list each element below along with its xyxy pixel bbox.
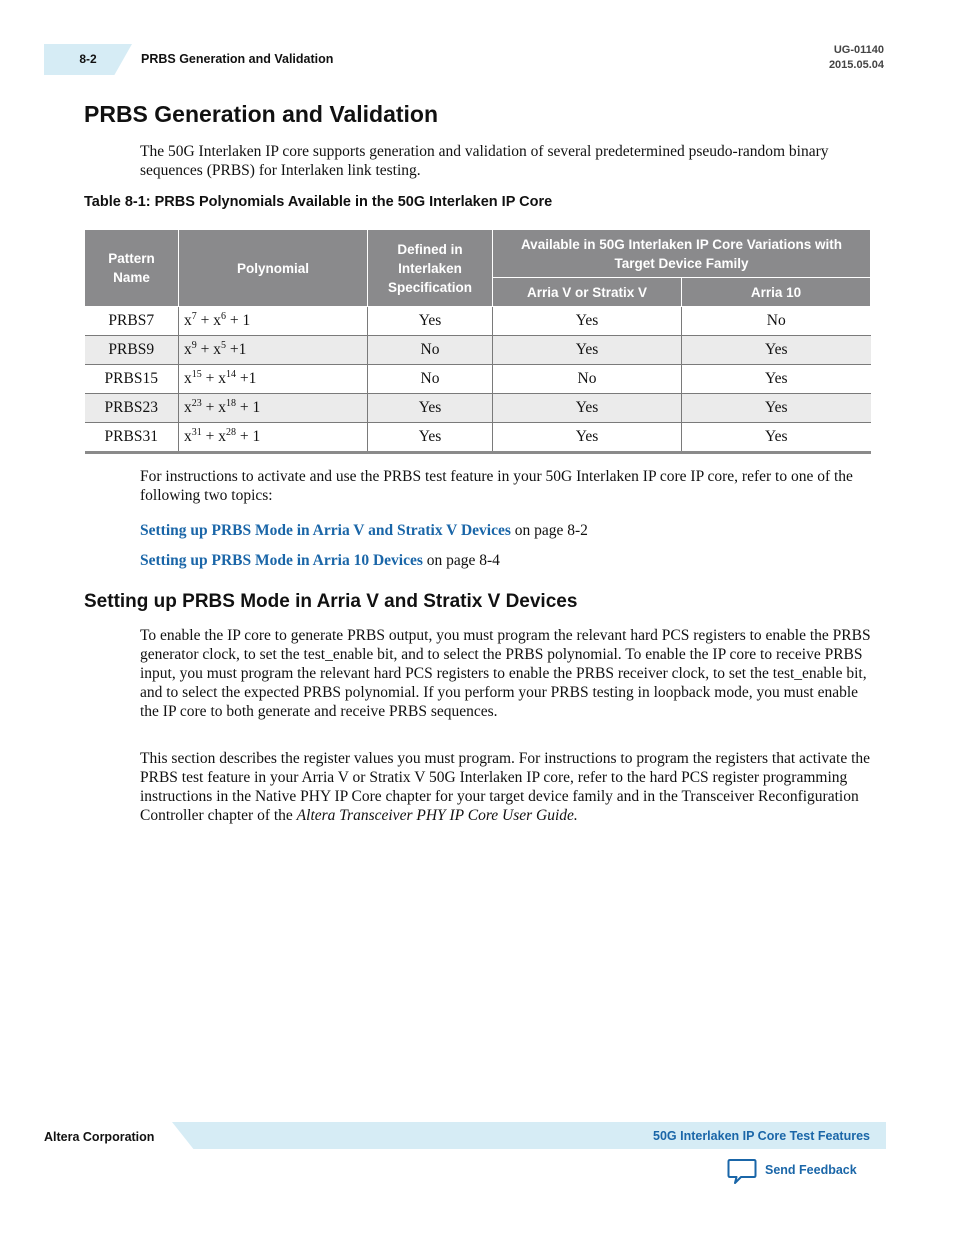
page-reference: on page 8-4	[422, 552, 500, 569]
table-row	[85, 423, 871, 453]
register-values-paragraph	[140, 749, 875, 825]
doc-date: 2015.05.04	[828, 59, 884, 71]
page-title: PRBS Generation and Validation	[84, 101, 439, 127]
exponent: 28	[226, 427, 236, 438]
xref-arria-10	[140, 551, 500, 570]
prbs-table	[84, 229, 871, 454]
header-arria-10: Arria 10	[682, 278, 871, 307]
arria-10-value: Yes	[682, 336, 871, 365]
arria-10-value: Yes	[682, 394, 871, 423]
prbs-enable-paragraph: To enable the IP core to generate PRBS output, you must program the relevant hard PCS registers to enable the PRBS generator clock, to set the test_enable bit, and to select the PRBS polynomial. To enable the IP core to receive PRBS input, you must program the relevant hard PCS registers to enable the PRBS receiver clock, to set the test_enable bit, and to select the expected PRBS polynomial. If you perform your PRBS testing in loopback mode, you must enable the IP core to both generate and receive PRBS sequences.	[140, 627, 871, 720]
pattern-name: PRBS9	[85, 336, 179, 365]
arria-10-value: Yes	[682, 423, 871, 453]
polynomial-tail: + 1	[226, 312, 251, 329]
header-pattern-name: Pattern Name	[85, 230, 179, 307]
link-arria-10[interactable]: Setting up PRBS Mode in Arria 10 Devices	[140, 552, 423, 569]
instructions-paragraph: For instructions to activate and use the PRBS test feature in your 50G Interlaken IP core IP core, refer to one of the following two topics:	[140, 468, 853, 504]
user-guide-title: Altera Transceiver PHY IP Core User Guide.	[296, 807, 578, 824]
polynomial: $x^7 + x^6 + 1$	[179, 307, 368, 336]
pattern-name: PRBS23	[85, 394, 179, 423]
polynomial: $x^{23} + x^{18} + 1$	[179, 394, 368, 423]
polynomial-tail: + 1	[236, 399, 261, 416]
defined-value: No	[368, 336, 493, 365]
page-reference: on page 8-2	[510, 522, 588, 539]
polynomial: $x^9 + x^5 +1$	[179, 336, 368, 365]
pattern-name: PRBS31	[85, 423, 179, 453]
exponent: 23	[191, 398, 202, 409]
polynomial: $x^{15} + x^{14} +1$	[179, 365, 368, 394]
arria-v-value: Yes	[493, 394, 682, 423]
header-defined-in-spec: Defined in Interlaken Specification	[368, 230, 493, 307]
link-arria-v-stratix-v[interactable]: Setting up PRBS Mode in Arria V and Stratix V Devices	[140, 522, 511, 539]
table-caption: Table 8-1: PRBS Polynomials Available in the 50G Interlaken IP Core	[84, 194, 553, 210]
defined-value: Yes	[368, 423, 493, 453]
exponent: 9	[191, 340, 197, 351]
arria-v-value: Yes	[493, 307, 682, 336]
speech-bubble-icon	[727, 1158, 757, 1186]
pattern-name: PRBS15	[85, 365, 179, 394]
exponent: 6	[221, 311, 226, 322]
table-row	[85, 394, 871, 423]
polynomial-tail: +1	[236, 370, 257, 387]
header-availability-group: Available in 50G Interlaken IP Core Variations with Target Device Family	[493, 230, 871, 278]
arria-v-value: Yes	[493, 336, 682, 365]
table-row	[85, 336, 871, 365]
polynomial-tail: + 1	[236, 428, 261, 445]
pattern-name: PRBS7	[85, 307, 179, 336]
arria-10-value: Yes	[682, 365, 871, 394]
arria-10-value: No	[682, 307, 871, 336]
doc-id: UG-01140	[833, 44, 884, 56]
defined-value: Yes	[368, 307, 493, 336]
intro-paragraph: The 50G Interlaken IP core supports generation and validation of several predetermined pseudo-random binary sequences (PRBS) for Interlaken link testing.	[140, 143, 829, 179]
header-section-title: PRBS Generation and Validation	[141, 52, 334, 66]
exponent: 7	[191, 311, 197, 322]
section-heading: Setting up PRBS Mode in Arria V and Stratix V Devices	[84, 591, 578, 612]
exponent: 18	[226, 398, 236, 409]
table-row	[85, 307, 871, 336]
exponent: 5	[221, 340, 226, 351]
defined-value: No	[368, 365, 493, 394]
send-feedback-label: Send Feedback	[765, 1163, 857, 1177]
page-number: 8-2	[79, 52, 97, 66]
polynomial: $x^{31} + x^{28} + 1$	[179, 423, 368, 453]
xref-arria-v-stratix-v	[140, 521, 588, 540]
polynomial-tail: +1	[226, 341, 247, 358]
exponent: 14	[226, 369, 236, 380]
exponent: 15	[191, 369, 202, 380]
header-polynomial: Polynomial	[179, 230, 368, 307]
footer-company: Altera Corporation	[44, 1130, 155, 1144]
arria-v-value: Yes	[493, 423, 682, 453]
exponent: 31	[191, 427, 202, 438]
doc-info	[829, 43, 884, 73]
table-row	[85, 365, 871, 394]
arria-v-value: No	[493, 365, 682, 394]
register-text: This section describes the register values you must program. For instructions to program the registers that activate the PRBS test feature in your Arria V or Stratix V 50G Interlaken IP core, refer to the hard PCS register programming instructions in the Native PHY IP Core chapter for your target device family and in the Transceiver Reconfiguration Controller chapter of the	[140, 750, 871, 824]
footer-chapter-title: 50G Interlaken IP Core Test Features	[653, 1129, 870, 1143]
header-arria-v-stratix-v: Arria V or Stratix V	[493, 278, 682, 307]
defined-value: Yes	[368, 394, 493, 423]
send-feedback-button[interactable]	[727, 1158, 857, 1186]
